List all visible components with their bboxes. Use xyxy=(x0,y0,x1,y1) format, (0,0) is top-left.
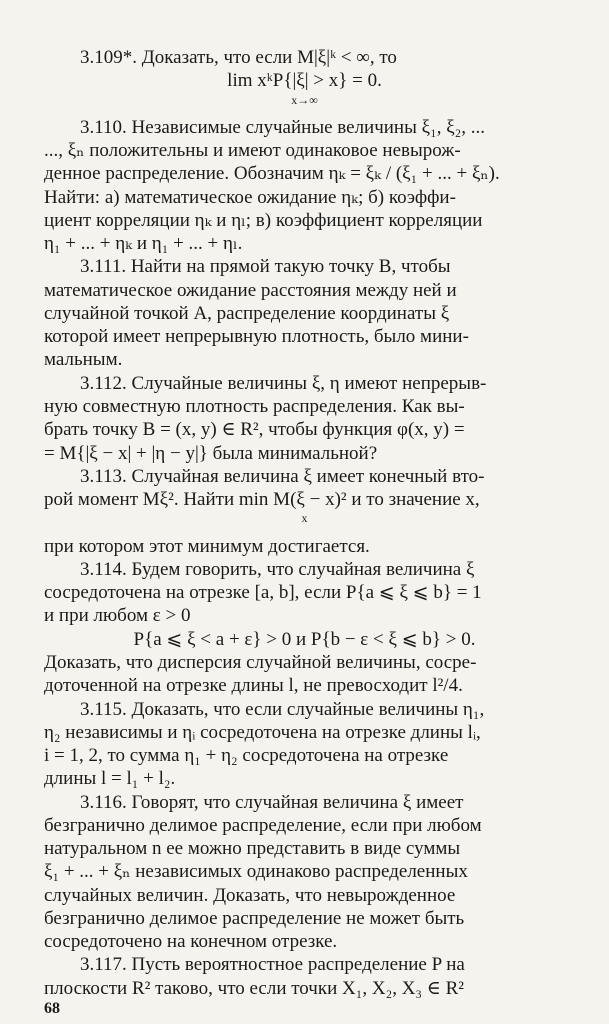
text-line: случайных величин. Доказать, что невырожденное xyxy=(44,885,456,906)
text-line: η₂ независимы и ηᵢ сосредоточена на отрезке длины lᵢ, xyxy=(44,722,481,743)
text-line: случайной точкой A, распределение координаты ξ xyxy=(44,303,450,324)
page-number: 68 xyxy=(44,1000,60,1017)
text-line: 3.110. Независимые случайные величины ξ₁, ξ₂, ... xyxy=(80,117,486,138)
text-line: x→∞ xyxy=(291,93,318,107)
text-line: безгранично делимое распределение, если при любом xyxy=(44,815,482,836)
text-line: ную совместную плотность распределения. Как вы- xyxy=(44,396,465,417)
text-line: циент корреляции ηₖ и ηₗ; в) коэффициент корреляции xyxy=(44,210,483,231)
text-line: плоскости R² таково, что если точки X₁, X₂, X₃ ∈ R² xyxy=(44,978,464,999)
text-line: 3.114. Будем говорить, что случайная величина ξ xyxy=(80,559,475,580)
text-line: η₁ + ... + ηₖ и η₁ + ... + ηₗ. xyxy=(44,233,243,254)
text-line: доточенной на отрезке длины l, не превосходит l²/4. xyxy=(44,675,463,696)
text-line: 3.113. Случайная величина ξ имеет конечный вто- xyxy=(80,466,485,487)
text-line: ξ₁ + ... + ξₙ независимых одинаково распределенных xyxy=(44,861,468,882)
text-line: 3.116. Говорят, что случайная величина ξ имеет xyxy=(80,792,464,813)
text-line: сосредоточена на отрезке [a, b], если P{a ⩽ ξ ⩽ b} = 1 xyxy=(44,582,482,603)
text-line: математическое ожидание расстояния между ней и xyxy=(44,280,457,301)
text-line: P{a ⩽ ξ < a + ε} > 0 и P{b − ε < ξ ⩽ b} > 0. xyxy=(133,629,476,650)
text-line: которой имеет непрерывную плотность, было мини- xyxy=(44,326,469,347)
text-line: длины l = l₁ + l₂. xyxy=(44,768,176,789)
text-line: 3.109*. Доказать, что если M|ξ|ᵏ < ∞, то xyxy=(80,47,397,68)
text-line: x xyxy=(301,511,308,525)
text-line: безгранично делимое распределение не может быть xyxy=(44,908,465,929)
text-line: денное распределение. Обозначим ηₖ = ξₖ / (ξ₁ + ... + ξₙ). xyxy=(44,163,500,184)
text-line: сосредоточено на конечном отрезке. xyxy=(44,931,338,952)
text-line: 3.115. Доказать, что если случайные величины η₁, xyxy=(80,699,485,720)
text-line: и при любом ε > 0 xyxy=(44,605,191,626)
text-line: Доказать, что дисперсия случайной величины, сосре- xyxy=(44,652,477,673)
text-line: при котором этот минимум достигается. xyxy=(44,536,370,557)
text-line: 3.112. Случайные величины ξ, η имеют непрерыв- xyxy=(80,373,487,394)
text-line: Найти: а) математическое ожидание ηₖ; б) коэффи- xyxy=(44,187,456,208)
text-line: мальным. xyxy=(44,349,123,370)
text-line: рой момент Mξ². Найти min M(ξ − x)² и то значение x, xyxy=(44,489,480,510)
text-line: i = 1, 2, то сумма η₁ + η₂ сосредоточена на отрезке xyxy=(44,745,449,766)
text-line: 3.111. Найти на прямой такую точку B, чтобы xyxy=(80,256,451,277)
text-line: ..., ξₙ положительны и имеют одинаковое невырож- xyxy=(44,140,461,161)
text-line: натуральном n ее можно представить в виде суммы xyxy=(44,838,461,859)
text-line: брать точку B = (x, y) ∈ R², чтобы функция φ(x, y) = xyxy=(44,419,465,440)
text-line: = M{|ξ − x| + |η − y|} была минимальной? xyxy=(44,443,378,464)
text-line: lim xᵏP{|ξ| > x} = 0. xyxy=(227,70,382,91)
text-line: 3.117. Пусть вероятностное распределение P на xyxy=(80,954,465,975)
